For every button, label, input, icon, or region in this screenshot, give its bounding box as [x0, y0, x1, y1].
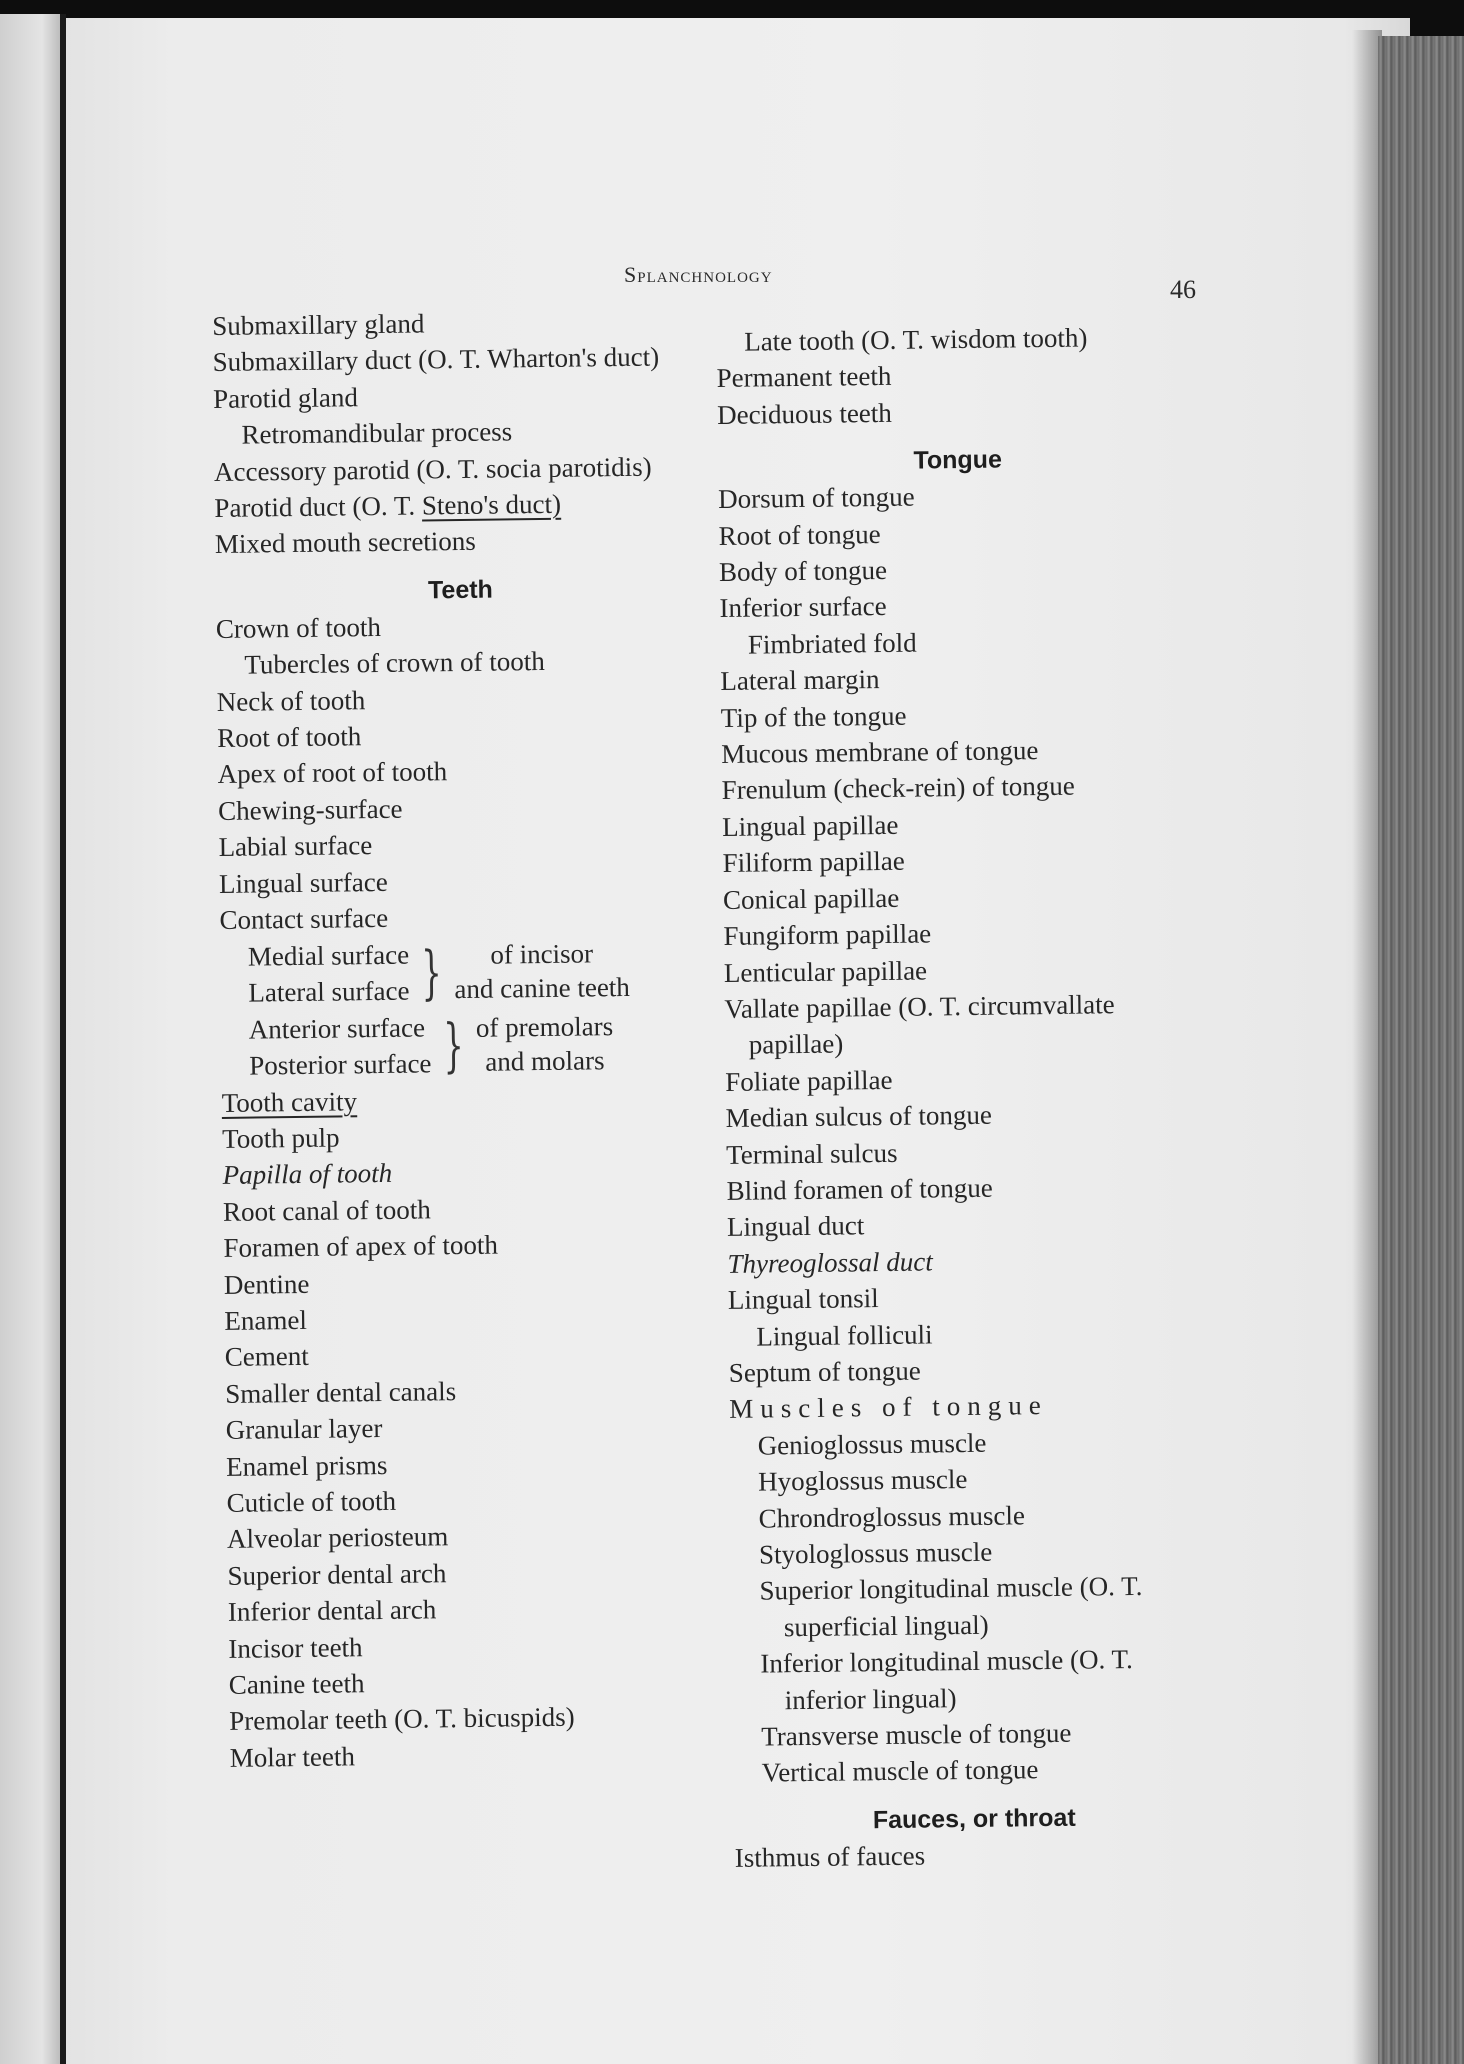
- list-item: Tubercles of crown of tooth: [244, 646, 545, 680]
- list-item: Inferior dental arch: [227, 1594, 437, 1628]
- list-item: Labial surface: [218, 830, 373, 863]
- list-item: Root of tooth: [217, 721, 362, 754]
- list-item: Root of tongue: [718, 518, 881, 551]
- teeth-list: [222, 1115, 720, 1776]
- list-item: Styologlossus muscle: [758, 1536, 993, 1570]
- left-column: [212, 302, 720, 1776]
- brace-label-line: of incisor: [490, 938, 594, 970]
- underlined-text: Steno's duct): [421, 488, 562, 521]
- brace-label-line: and canine teeth: [454, 971, 631, 1005]
- list-item: Molar teeth: [229, 1741, 356, 1773]
- list-item: Inferior surface: [719, 591, 887, 624]
- list-item: Superior longitudinal muscle (O. T. superficial lingual): [759, 1571, 1143, 1643]
- list-item: Inferior longitudinal muscle (O. T. inferior lingual): [760, 1644, 1133, 1715]
- list-item: Thyreoglossal duct: [727, 1246, 933, 1279]
- brace-label: [454, 936, 630, 1006]
- list-item: Dorsum of tongue: [717, 481, 915, 515]
- list-item: Smaller dental canals: [225, 1375, 457, 1409]
- list-item: Terminal sulcus: [725, 1137, 898, 1170]
- list-item: Root canal of tooth: [222, 1194, 431, 1227]
- teeth-list-continued: [716, 318, 1197, 433]
- list-item: Mixed mouth secretions: [214, 526, 477, 560]
- list-item: Fungiform papillae: [723, 918, 932, 952]
- tongue-list: [718, 475, 1214, 1791]
- list-item: Muscles of tongue: [729, 1390, 1048, 1425]
- list-item: Lenticular papillae: [723, 954, 928, 988]
- list-item: Vallate papillae (O. T. circumvallate papillae): [724, 989, 1115, 1060]
- list-item: Lateral surface: [248, 975, 410, 1008]
- fauces-list: [735, 1834, 1215, 1876]
- brace-group-incisor: [220, 932, 711, 1011]
- list-item: Isthmus of fauces: [734, 1840, 926, 1873]
- curly-brace-icon: }: [443, 1010, 465, 1080]
- gland-list: [212, 302, 705, 563]
- list-item: Foramen of apex of tooth: [223, 1229, 499, 1264]
- curly-brace-icon: }: [421, 938, 443, 1007]
- list-item: Premolar teeth (O. T. bicuspids): [229, 1702, 575, 1737]
- brace-group-molar: [221, 1005, 712, 1084]
- list-item: Lingual surface: [218, 866, 388, 899]
- list-item: Deciduous teeth: [716, 397, 892, 430]
- list-item-text: Parotid duct (O. T.: [214, 490, 423, 524]
- list-item: Enamel: [224, 1304, 308, 1336]
- list-item: Accessory parotid (O. T. socia parotidis): [213, 451, 652, 487]
- list-item: Lingual folliculi: [756, 1318, 933, 1352]
- list-item: Medial surface: [247, 939, 410, 972]
- list-item: Parotid gland: [212, 382, 359, 414]
- list-item: Chewing-surface: [217, 793, 403, 826]
- right-column: [716, 318, 1215, 1876]
- list-item: Fimbriated fold: [747, 627, 917, 660]
- list-item: Crown of tooth: [215, 611, 382, 644]
- list-item: [214, 484, 704, 526]
- list-item: Transverse muscle of tongue: [761, 1717, 1072, 1752]
- list-item: Mucous membrane of tongue: [721, 735, 1039, 770]
- list-item: Vertical muscle of tongue: [761, 1754, 1039, 1788]
- list-item: Apex of root of tooth: [217, 756, 448, 790]
- section-heading-tongue: Tongue: [913, 445, 1003, 475]
- list-item: Anterior surface: [248, 1012, 426, 1045]
- list-item: Lateral margin: [720, 664, 880, 697]
- list-item: Conical papillae: [722, 882, 900, 915]
- list-item: Lingual papillae: [721, 809, 899, 842]
- list-item: Superior dental arch: [227, 1558, 447, 1591]
- list-item: Enamel prisms: [225, 1449, 388, 1482]
- list-item: Granular layer: [225, 1413, 383, 1446]
- list-item: Contact surface: [219, 902, 389, 936]
- brace-label-line: and molars: [485, 1045, 605, 1077]
- list-item-tooth-cavity: [221, 1078, 711, 1120]
- list-item: Tooth pulp: [221, 1122, 340, 1154]
- brace-label-line: of premolars: [475, 1011, 614, 1043]
- list-item: Frenulum (check-rein) of tongue: [721, 771, 1075, 806]
- list-item: Cement: [224, 1341, 309, 1373]
- list-item: Submaxillary gland: [212, 308, 425, 341]
- list-item: Permanent teeth: [716, 361, 892, 394]
- running-head: Splanchnology: [624, 262, 773, 287]
- list-item: Neck of tooth: [216, 684, 366, 717]
- list-item: Filiform papillae: [722, 846, 905, 879]
- list-item: Alveolar periosteum: [226, 1521, 449, 1555]
- previous-page-edge: [0, 14, 60, 2064]
- list-item: Body of tongue: [718, 554, 888, 588]
- list-item: Hyoglossus muscle: [757, 1464, 968, 1497]
- brace-items: [221, 1009, 432, 1084]
- list-item: Cuticle of tooth: [226, 1485, 397, 1518]
- list-item: Retromandibular process: [241, 416, 513, 450]
- brace-label: [476, 1009, 614, 1079]
- book-page-stack-edge: [1378, 36, 1464, 2064]
- underlined-text: Tooth cavity: [221, 1085, 358, 1118]
- list-item: Posterior surface: [249, 1048, 432, 1081]
- page-number: 46: [1170, 275, 1196, 304]
- list-item: Foliate papillae: [725, 1064, 893, 1097]
- list-item: Lingual tonsil: [727, 1283, 879, 1316]
- brace-items: [220, 936, 410, 1011]
- section-heading-fauces: Fauces, or throat: [872, 1803, 1076, 1835]
- list-item: Septum of tongue: [728, 1355, 921, 1388]
- section-heading-teeth: Teeth: [427, 575, 494, 605]
- list-item: Lingual duct: [726, 1210, 865, 1243]
- list-item: Dentine: [223, 1268, 310, 1300]
- list-item: Canine teeth: [228, 1668, 365, 1700]
- list-item: Chrondroglossus muscle: [758, 1499, 1026, 1534]
- list-item: Median sulcus of tongue: [725, 1099, 993, 1134]
- list-item: Blind foramen of tongue: [726, 1172, 993, 1206]
- list-item: Papilla of tooth: [222, 1158, 393, 1191]
- list-item: Tip of the tongue: [720, 700, 907, 733]
- teeth-list: [216, 605, 710, 939]
- list-item: Incisor teeth: [228, 1631, 363, 1664]
- list-item: Genioglossus muscle: [757, 1427, 987, 1461]
- list-item: Late tooth (O. T. wisdom tooth): [744, 322, 1088, 357]
- list-item: Submaxillary duct (O. T. Wharton's duct): [212, 341, 660, 378]
